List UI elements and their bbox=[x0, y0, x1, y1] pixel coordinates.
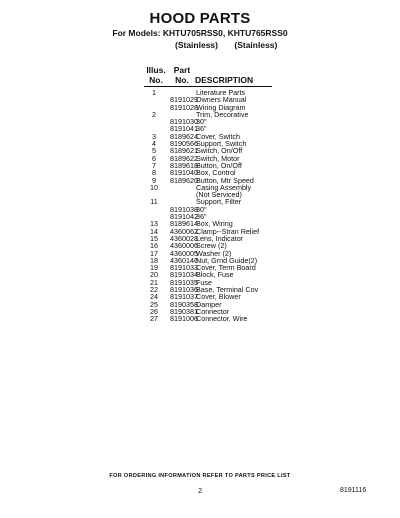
part-description: 30" bbox=[196, 117, 207, 127]
model-variant-1: (Stainless) bbox=[175, 40, 218, 50]
illus-number: 14 bbox=[150, 226, 158, 236]
part-description: Wiring Diagram bbox=[196, 102, 246, 112]
part-description: Button, On/Off bbox=[196, 160, 242, 170]
column-header-part-line-2: No. bbox=[175, 74, 189, 85]
illus-number: 16 bbox=[150, 241, 158, 251]
column-header-part bbox=[168, 66, 196, 85]
illus-number: 1 bbox=[152, 88, 156, 97]
part-description: Block, Fuse bbox=[196, 270, 234, 280]
part-number: 8191038 bbox=[170, 204, 198, 214]
part-number: 8191036 bbox=[170, 285, 198, 295]
part-description: Button, Mtr Speed bbox=[196, 175, 254, 185]
part-number: 8189620 bbox=[170, 175, 198, 185]
illus-number: 18 bbox=[150, 255, 158, 265]
part-number: 8191040 bbox=[170, 168, 198, 178]
part-description: Fuse bbox=[196, 277, 212, 287]
illus-number: 26 bbox=[150, 306, 158, 316]
illus-number: 11 bbox=[150, 197, 158, 207]
part-number: 4360062 bbox=[170, 226, 198, 236]
part-number: 8189618 bbox=[170, 160, 198, 170]
column-header-illus-line-1: Illus. bbox=[146, 65, 166, 75]
part-number: 8189614 bbox=[170, 219, 198, 229]
illus-number: 22 bbox=[150, 285, 158, 295]
part-description: 36" bbox=[196, 124, 207, 134]
part-number: 8191041 bbox=[170, 124, 198, 134]
part-description: (Not Serviced) bbox=[196, 190, 242, 200]
illus-number: 25 bbox=[150, 299, 158, 309]
part-description: Base, Terminal Cov bbox=[196, 285, 259, 295]
part-description: Screw (2) bbox=[196, 241, 227, 251]
illus-number: 4 bbox=[152, 139, 156, 149]
part-number: 8191042 bbox=[170, 212, 198, 222]
illus-number: 19 bbox=[150, 263, 158, 273]
part-number: 8191034 bbox=[170, 270, 198, 280]
part-description: Connector bbox=[196, 306, 230, 316]
illus-number: 5 bbox=[152, 146, 156, 156]
illus-number: 9 bbox=[152, 175, 156, 185]
illus-number: 27 bbox=[150, 314, 158, 324]
part-description: Box, Control bbox=[196, 168, 236, 178]
part-description: Nut, Grnd Guide(2) bbox=[196, 255, 258, 265]
table-row bbox=[140, 206, 300, 213]
part-description: Switch, On/Off bbox=[196, 146, 243, 156]
illus-number: 7 bbox=[152, 160, 156, 170]
part-number: 4360028 bbox=[170, 233, 198, 243]
part-description: 36" bbox=[196, 212, 207, 222]
illus-number: 20 bbox=[150, 270, 158, 280]
column-header-illus bbox=[142, 66, 170, 85]
part-description: Cover, Blower bbox=[196, 292, 241, 302]
part-description: Cover, Switch bbox=[196, 131, 240, 141]
illus-number: 15 bbox=[150, 233, 158, 243]
part-description: Washer (2) bbox=[196, 248, 232, 258]
part-description: Switch, Motor bbox=[196, 153, 240, 163]
parts-list bbox=[140, 89, 300, 323]
illus-number: 10 bbox=[150, 182, 158, 192]
part-description: Clamp--Stran Relief bbox=[196, 226, 260, 236]
part-number: 8191033 bbox=[170, 263, 198, 273]
part-description: Support, Switch bbox=[196, 139, 247, 149]
model-variants bbox=[175, 40, 277, 50]
part-number: 8191029 bbox=[170, 95, 198, 105]
column-header-illus-line-2: No. bbox=[149, 74, 163, 85]
part-description: 30" bbox=[196, 204, 207, 214]
illus-number: 6 bbox=[152, 153, 156, 163]
ordering-note: FOR ORDERING INFORMATION REFER TO PARTS PRICE LIST bbox=[109, 473, 291, 479]
part-number: 8190358 bbox=[170, 299, 198, 309]
part-number: 4360146 bbox=[170, 255, 198, 265]
part-description: Support, Filter bbox=[196, 197, 242, 207]
part-description: Damper bbox=[196, 299, 222, 309]
part-number: 8189624 bbox=[170, 131, 198, 141]
table-row bbox=[140, 111, 300, 118]
part-description: Cover, Term Board bbox=[196, 263, 256, 273]
part-number: 8191030 bbox=[170, 117, 198, 127]
page-title: HOOD PARTS bbox=[149, 10, 251, 27]
part-number: 8191028 bbox=[170, 102, 198, 112]
illus-number: 8 bbox=[152, 168, 156, 178]
part-number: 8190566 bbox=[170, 139, 198, 149]
part-number: 8190381 bbox=[170, 306, 198, 316]
part-number: 4360005 bbox=[170, 248, 198, 258]
table-row bbox=[140, 198, 300, 205]
models-line: For Models: KHTU705RSS0, KHTU765RSS0 bbox=[112, 28, 288, 38]
column-header-part-line-1: Part bbox=[173, 65, 191, 75]
header-rule bbox=[144, 86, 272, 87]
document-number: 8191116 bbox=[340, 487, 367, 494]
part-number: 8189621 bbox=[170, 146, 198, 156]
illus-number: 17 bbox=[150, 248, 158, 258]
part-description: Connector, Wire bbox=[196, 314, 248, 324]
illus-number: 24 bbox=[150, 292, 158, 302]
model-variant-2: (Stainless) bbox=[234, 40, 278, 50]
part-number: 8191035 bbox=[170, 277, 198, 287]
table-row bbox=[140, 271, 300, 278]
part-description: Literature Parts bbox=[196, 88, 246, 97]
part-description: Owners Manual bbox=[196, 95, 247, 105]
page-number: 2 bbox=[198, 486, 203, 495]
column-header-description: DESCRIPTION bbox=[195, 74, 254, 85]
illus-number: 13 bbox=[150, 219, 158, 229]
part-number: 8191006 bbox=[170, 314, 198, 324]
part-number: 4360006 bbox=[170, 241, 198, 251]
part-description: Trim, Decorative bbox=[196, 109, 249, 119]
part-number: 8189622 bbox=[170, 153, 198, 163]
part-description: Casing Assembly bbox=[196, 182, 252, 192]
part-description: Lens, Indicator bbox=[196, 233, 244, 243]
table-row bbox=[140, 118, 300, 125]
illus-number: 2 bbox=[152, 109, 156, 119]
part-description: Box, Wiring bbox=[196, 219, 233, 229]
part-number: 8191037 bbox=[170, 292, 198, 302]
table-row bbox=[140, 315, 300, 322]
illus-number: 3 bbox=[152, 131, 156, 141]
illus-number: 21 bbox=[150, 277, 158, 287]
